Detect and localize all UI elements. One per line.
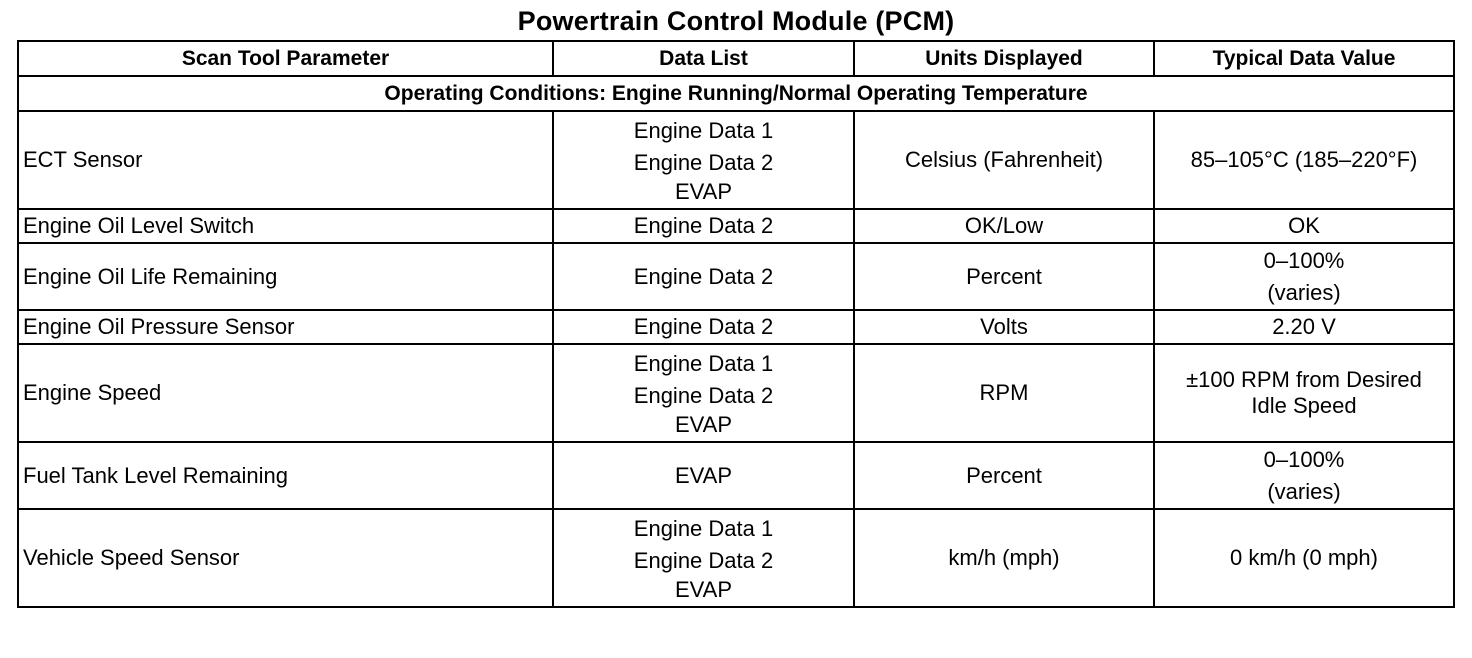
units-cell: Percent bbox=[854, 243, 1154, 310]
parameter-cell: Engine Oil Level Switch bbox=[18, 209, 553, 243]
typical-value-cell bbox=[1154, 209, 1454, 243]
typical-value-cell bbox=[1154, 111, 1454, 209]
typical-value-line: 0–100% bbox=[1263, 446, 1345, 472]
typical-value-line: 0 km/h (0 mph) bbox=[1230, 545, 1378, 570]
typical-value-cell bbox=[1154, 243, 1454, 310]
data-list-cell bbox=[553, 344, 854, 442]
parameter-cell: Engine Speed bbox=[18, 344, 553, 442]
header-typical-data-value: Typical Data Value bbox=[1154, 41, 1454, 76]
data-list-item: Engine Data 2 bbox=[633, 213, 774, 238]
typical-value-cell bbox=[1154, 310, 1454, 344]
data-list-item: Engine Data 1 bbox=[633, 516, 774, 541]
header-scan-tool-parameter: Scan Tool Parameter bbox=[18, 41, 553, 76]
units-cell: Percent bbox=[854, 442, 1154, 509]
pcm-data-table bbox=[17, 40, 1455, 608]
data-list-item: Engine Data 2 bbox=[633, 314, 774, 339]
header-units-displayed: Units Displayed bbox=[854, 41, 1154, 76]
typical-value-cell bbox=[1154, 509, 1454, 607]
parameter-cell: ECT Sensor bbox=[18, 111, 553, 209]
parameter-cell: Fuel Tank Level Remaining bbox=[18, 442, 553, 509]
parameter-cell: Engine Oil Life Remaining bbox=[18, 243, 553, 310]
table-row bbox=[18, 509, 1454, 607]
units-cell: Volts bbox=[854, 310, 1154, 344]
data-list-item: Engine Data 1 bbox=[633, 351, 774, 376]
units-cell: OK/Low bbox=[854, 209, 1154, 243]
typical-value-line: OK bbox=[1288, 213, 1320, 238]
typical-value-line: 85–105°C (185–220°F) bbox=[1190, 147, 1418, 172]
typical-value-line: 2.20 V bbox=[1272, 314, 1336, 339]
table-row bbox=[18, 209, 1454, 243]
parameter-cell: Vehicle Speed Sensor bbox=[18, 509, 553, 607]
typical-value-line: 0–100% bbox=[1263, 247, 1345, 273]
data-list-item: Engine Data 2 bbox=[633, 383, 774, 408]
data-list-item: EVAP bbox=[674, 179, 733, 204]
table-row bbox=[18, 243, 1454, 310]
typical-value-line: ±100 RPM from Desired bbox=[1186, 367, 1422, 392]
data-list-item: EVAP bbox=[674, 412, 733, 437]
data-list-cell bbox=[553, 442, 854, 509]
data-list-cell bbox=[553, 243, 854, 310]
data-list-cell bbox=[553, 310, 854, 344]
header-data-list: Data List bbox=[553, 41, 854, 76]
table-row bbox=[18, 111, 1454, 209]
table-row bbox=[18, 310, 1454, 344]
units-cell: Celsius (Fahrenheit) bbox=[854, 111, 1154, 209]
typical-value-line: Idle Speed bbox=[1251, 393, 1357, 418]
table-row bbox=[18, 442, 1454, 509]
table-row bbox=[18, 344, 1454, 442]
data-list-item: EVAP bbox=[674, 462, 733, 488]
data-list-item: Engine Data 2 bbox=[633, 263, 774, 289]
data-list-item: Engine Data 2 bbox=[633, 548, 774, 573]
data-list-item: Engine Data 1 bbox=[633, 118, 774, 143]
typical-value-cell bbox=[1154, 344, 1454, 442]
data-list-cell bbox=[553, 509, 854, 607]
parameter-cell: Engine Oil Pressure Sensor bbox=[18, 310, 553, 344]
units-cell: RPM bbox=[854, 344, 1154, 442]
page-title: Powertrain Control Module (PCM) bbox=[517, 6, 955, 36]
data-list-cell bbox=[553, 209, 854, 243]
data-list-item: EVAP bbox=[674, 577, 733, 602]
data-list-cell bbox=[553, 111, 854, 209]
units-cell: km/h (mph) bbox=[854, 509, 1154, 607]
header-row bbox=[18, 41, 1454, 76]
data-list-item: Engine Data 2 bbox=[633, 150, 774, 175]
typical-value-line: (varies) bbox=[1267, 478, 1341, 504]
typical-value-cell bbox=[1154, 442, 1454, 509]
operating-conditions: Operating Conditions: Engine Running/Normal Operating Temperature bbox=[18, 76, 1454, 111]
typical-value-line: (varies) bbox=[1267, 279, 1341, 305]
operating-conditions-row bbox=[18, 76, 1454, 111]
